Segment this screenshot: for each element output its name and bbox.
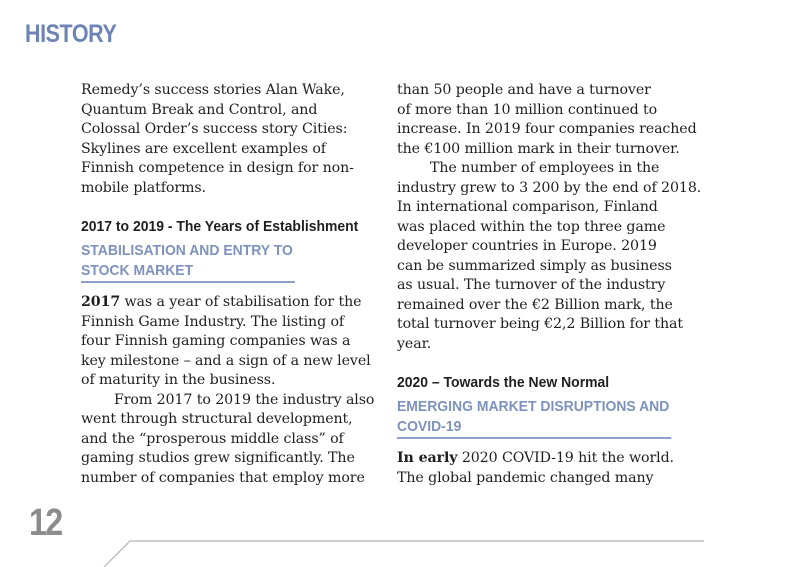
paragraph-2017-text: was a year of stabilisation for the Finnish Game Industry. The listing of four Finnish gaming companies was a key milestone – and a sign of a new level of maturity in the business. bbox=[81, 294, 371, 388]
page-number: 12 bbox=[29, 502, 62, 544]
paragraph-turnover: than 50 people and have a turnover of more than 10 million continued to increase. In 2019 four companies reached the €100 million mark in their turnover. bbox=[397, 82, 697, 157]
accent-heading-covid: EMERGING MARKET DISRUPTIONS AND COVID-19 bbox=[397, 397, 671, 439]
paragraph-structural: From 2017 to 2019 the industry also went through structural development, and the “prosperous middle class” of gaming studios grew significantly. The number of companies that employ more bbox=[81, 391, 375, 486]
bold-lead-in-early: In early bbox=[397, 450, 458, 466]
paragraph-covid-text: 2020 COVID-19 hit the world. The global pandemic changed many bbox=[397, 450, 674, 486]
subheading-2017-2019: 2017 to 2019 - The Years of Establishment bbox=[81, 218, 359, 235]
bold-lead-2017: 2017 bbox=[81, 294, 121, 310]
footer-rule-line bbox=[104, 541, 704, 567]
subheading-2020: 2020 – Towards the New Normal bbox=[397, 374, 610, 391]
paragraph-employees: The number of employees in the industry grew to 3 200 by the end of 2018. In international comparison, Finland was placed within the top three game developer countries in Europe. 2019 can be summarized simply as business as usual. The turnover of the industry remained over the €2 Billion mark, the total turnover being €2,2 Billion for that year. bbox=[397, 160, 702, 352]
accent-heading-stabilisation: STABILISATION AND ENTRY TO STOCK MARKET bbox=[81, 241, 295, 283]
section-title: HISTORY bbox=[25, 20, 117, 48]
intro-paragraph: Remedy’s success stories Alan Wake, Quantum Break and Control, and Colossal Order’s success story Cities: Skylines are excellent examples of Finnish competence in design for non- mobile platforms. bbox=[81, 82, 354, 196]
